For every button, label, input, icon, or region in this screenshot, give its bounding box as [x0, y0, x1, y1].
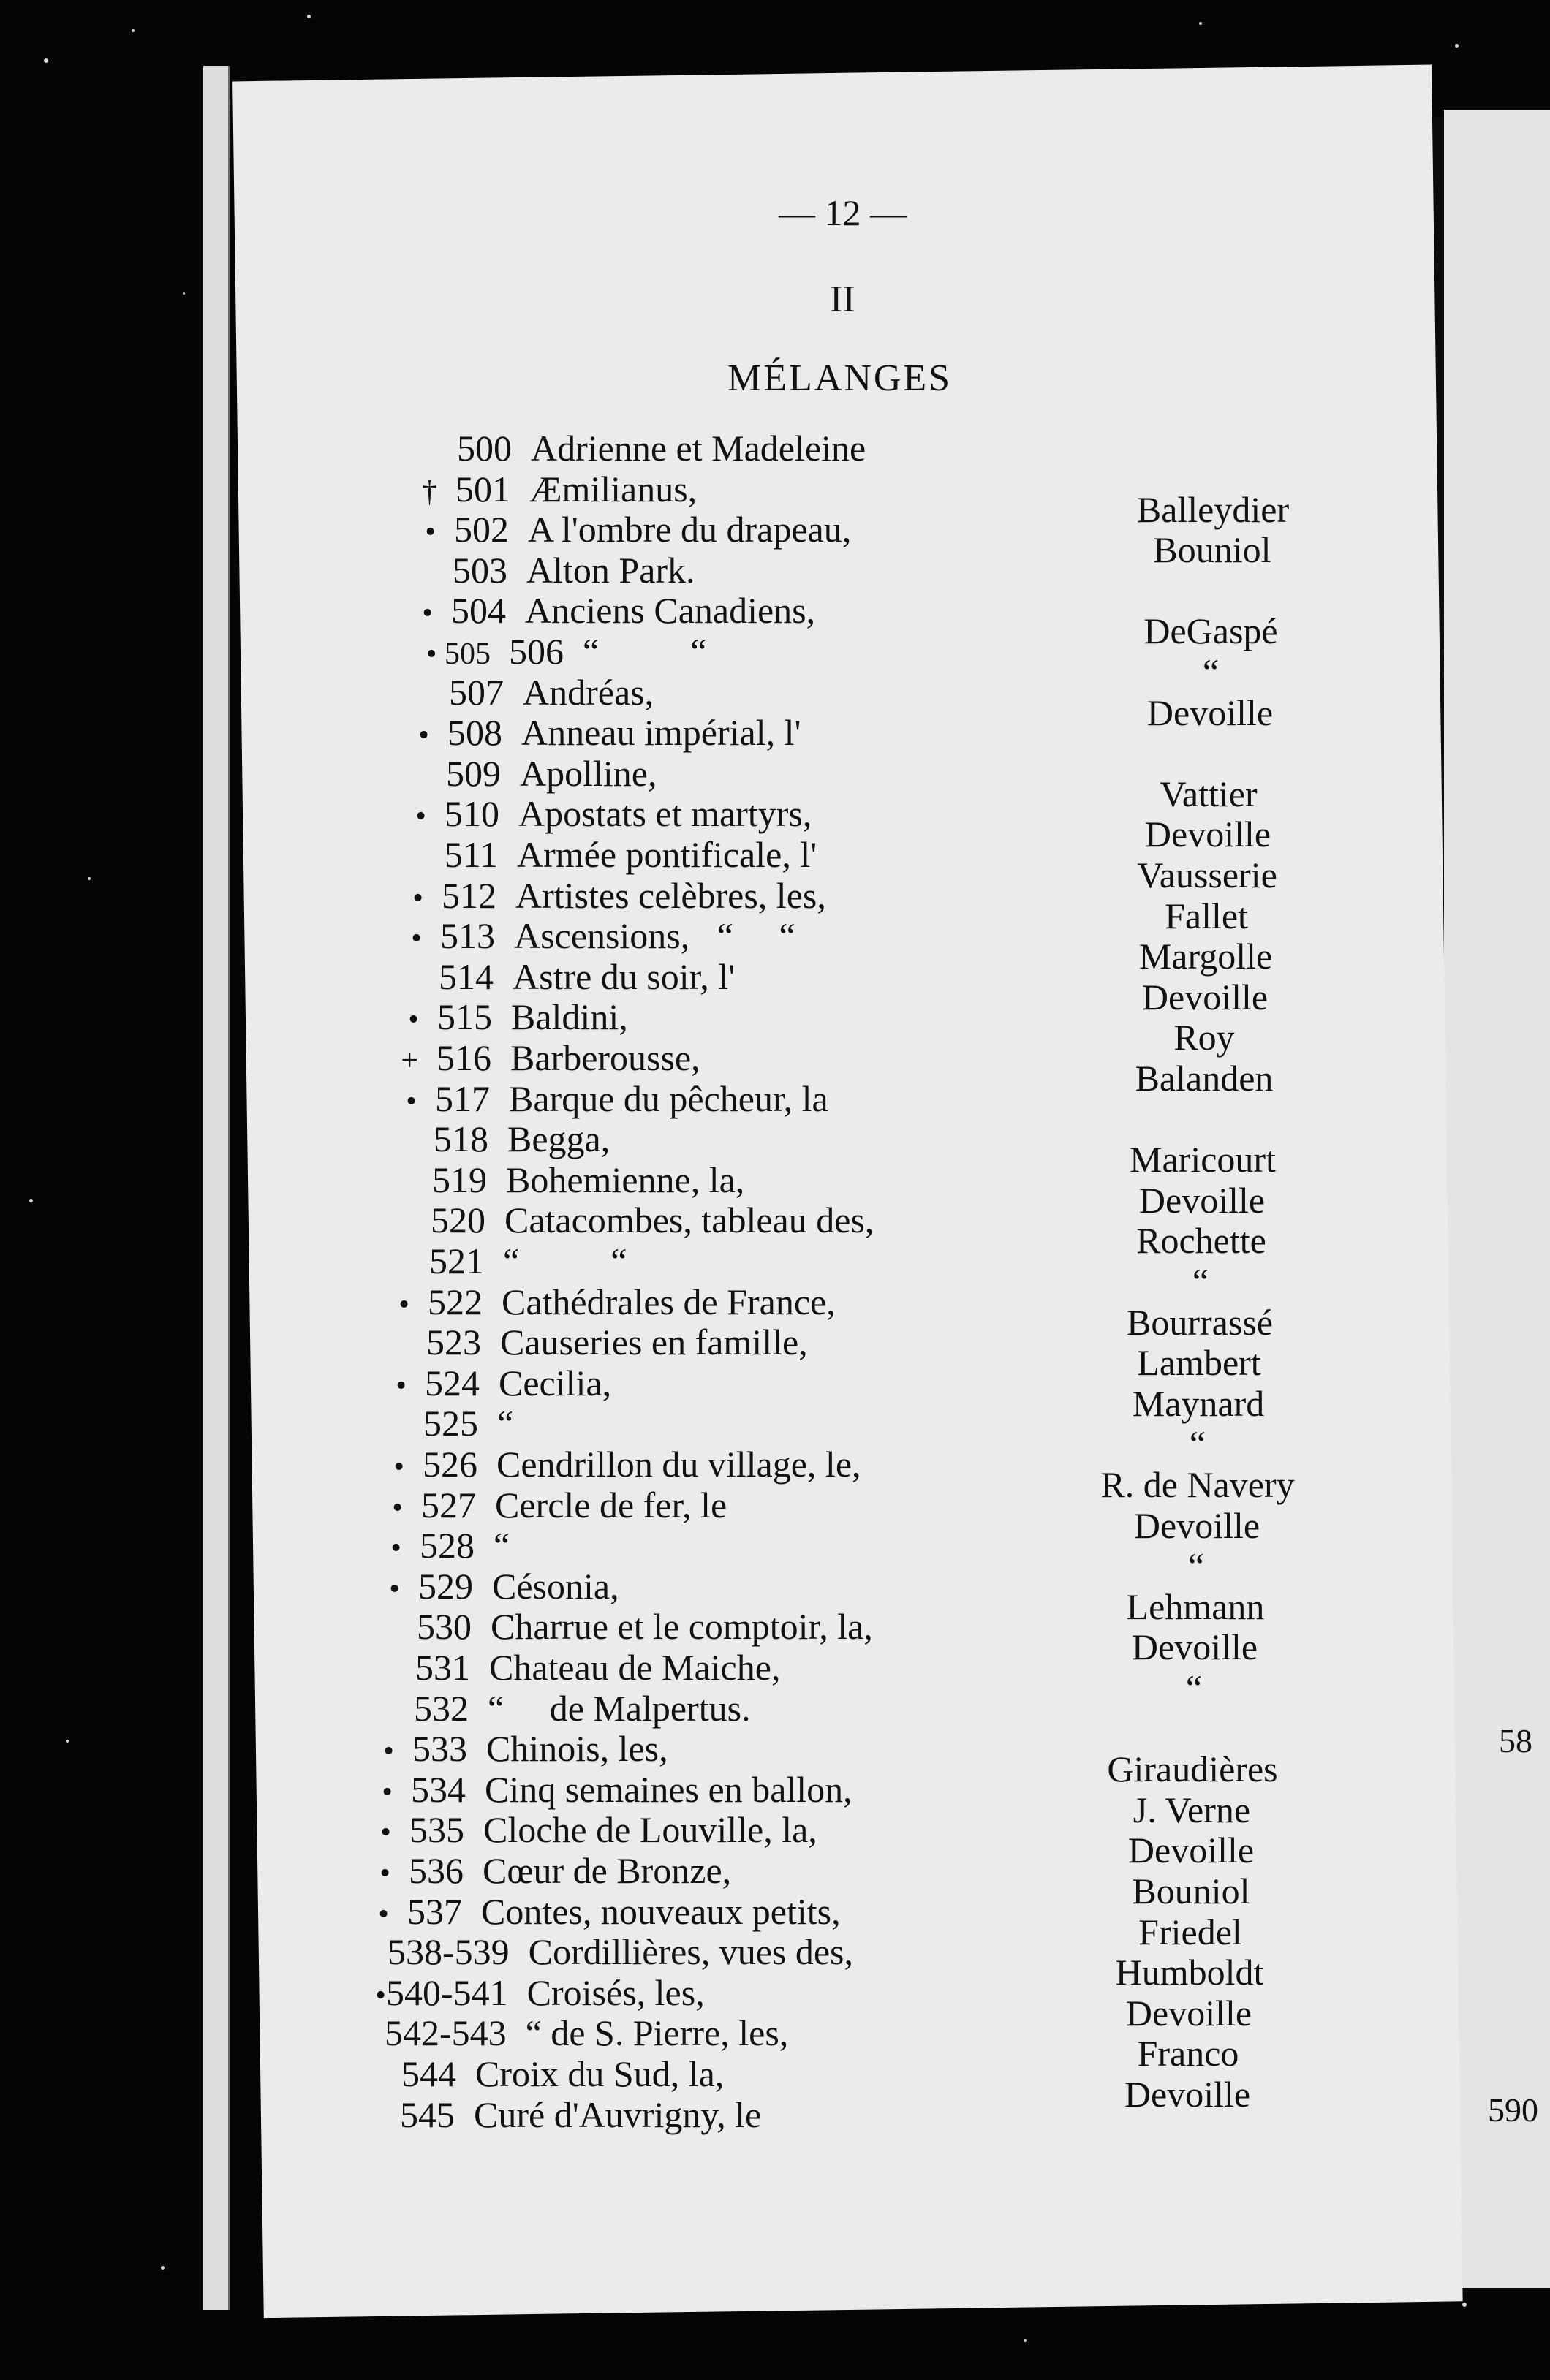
adjacent-page-fragment: 590: [1488, 2091, 1538, 2129]
entry-title: “ “: [583, 631, 707, 672]
entry-title: Cordillières, vues des,: [528, 1931, 854, 1973]
entry-title: Contes, nouveaux petits,: [481, 1890, 841, 1932]
adjacent-page: [1444, 110, 1550, 2288]
entry-title: Charrue et le comptoir, la,: [491, 1606, 873, 1648]
entry-author: Balanden: [1135, 1058, 1274, 1099]
entry-title: Chinois, les,: [486, 1728, 668, 1770]
catalog-entry: [363, 1769, 852, 1810]
entry-title: Anciens Canadiens,: [525, 590, 816, 632]
margin-mark: •: [408, 1003, 419, 1037]
entry-title: Ascensions, “ “: [514, 915, 795, 957]
margin-mark: •: [375, 1978, 386, 2012]
page-number: — 12 —: [779, 192, 907, 233]
entry-title: Cendrillon du village, le,: [496, 1444, 861, 1485]
entry-number: 536: [409, 1850, 464, 1891]
entry-number: 532: [414, 1687, 469, 1729]
entry-number: 530: [417, 1606, 472, 1648]
entry-author: Devoille: [1127, 1830, 1255, 1871]
entry-number: 500: [457, 428, 512, 469]
entry-title: Cercle de fer, le: [495, 1484, 727, 1526]
entry-title: Catacombes, tableau des,: [504, 1200, 874, 1241]
scan-speck: [29, 1199, 33, 1202]
entry-author: “: [1202, 651, 1220, 692]
entry-title: Bohemienne, la,: [506, 1159, 745, 1200]
entry-title: Astre du soir, l': [513, 955, 736, 997]
entry-title: Andréas,: [523, 671, 654, 713]
entry-title: “: [497, 1403, 514, 1444]
catalog-entry: [357, 1972, 705, 2013]
catalog-entry: [385, 1159, 744, 1200]
scan-speck: [161, 2266, 165, 2270]
catalog-entry: [361, 1850, 731, 1891]
catalog-entry: [354, 2053, 724, 2094]
catalog-entry: [379, 1322, 808, 1363]
catalog-entry: [409, 428, 866, 469]
entry-number: 542-543: [385, 2012, 507, 2054]
catalog-entry: [377, 1363, 611, 1403]
entry-author: Devoille: [1144, 814, 1271, 855]
entry-title: Césonia,: [492, 1565, 619, 1607]
entry-author: Bourrassé: [1127, 1301, 1273, 1343]
margin-mark: •: [379, 1857, 390, 1890]
entry-author: Maynard: [1132, 1382, 1265, 1424]
entry-number: 516: [436, 1037, 491, 1078]
entry-author: “: [1189, 1423, 1206, 1465]
margin-mark: •: [396, 1368, 407, 1403]
entry-number: 524: [425, 1362, 480, 1403]
entry-author: Bouniol: [1132, 1871, 1250, 1911]
entry-title: Barberousse,: [510, 1037, 700, 1078]
entry-number: 514: [439, 955, 494, 997]
margin-mark: •: [398, 1287, 409, 1322]
entry-author: Devoille: [1146, 691, 1274, 733]
entry-number: 503: [453, 549, 507, 591]
entry-author: Rochette: [1136, 1220, 1266, 1262]
catalog-entry: [397, 793, 812, 834]
catalog-entry: [380, 1281, 836, 1322]
margin-mark: •: [380, 1816, 391, 1850]
entry-author: R. de Navery: [1100, 1464, 1295, 1505]
entry-author: Devoille: [1131, 1626, 1258, 1668]
entry-number: 531: [415, 1647, 470, 1688]
entry-author: Margolle: [1138, 936, 1273, 977]
scan-speck: [44, 58, 48, 63]
entry-number: 538-539: [388, 1931, 510, 1973]
entry-author: Friedel: [1138, 1911, 1242, 1952]
catalog-entry: [398, 753, 657, 794]
entry-author: DeGaspé: [1143, 610, 1278, 652]
scan-speck: [1199, 22, 1202, 25]
margin-mark: •: [392, 1490, 403, 1525]
entry-number: 528: [420, 1525, 475, 1566]
entry-number: 517: [435, 1077, 490, 1119]
entry-number: 509: [446, 752, 501, 794]
catalog-entry: [400, 712, 801, 753]
entry-number: 520: [431, 1200, 485, 1241]
margin-mark: •: [378, 1897, 389, 1931]
entry-number: 533: [412, 1728, 467, 1770]
catalog-entry: [374, 1485, 727, 1526]
entry-title: “ de Malpertus.: [488, 1687, 751, 1729]
scan-speck: [132, 29, 135, 32]
catalog-entry: [352, 2094, 761, 2135]
entry-title: Cathédrales de France,: [502, 1281, 836, 1322]
margin-mark: •: [390, 1531, 401, 1566]
entry-title: Barque du pêcheur, la: [509, 1077, 828, 1119]
catalog-entry: [388, 1078, 828, 1119]
entry-author: Fallet: [1165, 895, 1248, 936]
entry-author: J. Verne: [1133, 1789, 1251, 1830]
entry-number: 529: [418, 1565, 473, 1607]
entry-title: “: [494, 1525, 510, 1566]
scan-speck: [66, 1740, 69, 1743]
entry-number: 513: [440, 915, 495, 957]
entry-number: 518: [434, 1118, 488, 1160]
entry-title: “ de S. Pierre, les,: [525, 2012, 789, 2054]
entry-title: Cœur de Bronze,: [483, 1850, 732, 1891]
entry-author: Devoille: [1125, 1992, 1252, 2034]
catalog-entry: [382, 1240, 627, 1281]
entry-title: Adrienne et Madeleine: [531, 428, 866, 469]
margin-mark: •: [383, 1735, 394, 1769]
entry-title: Cecilia,: [499, 1362, 612, 1403]
entry-author: Devoille: [1133, 1504, 1260, 1546]
entry-title: Chateau de Maiche,: [489, 1647, 781, 1688]
section-title: MÉLANGES: [727, 357, 953, 399]
catalog-entry: [404, 590, 815, 631]
entry-author: Devoille: [1138, 1179, 1266, 1221]
catalog-entry: [401, 672, 654, 713]
catalog-entry: [408, 469, 697, 509]
entry-author: Bouniol: [1153, 529, 1271, 571]
entry-title: Æmilianus,: [529, 468, 698, 509]
entry-author: Franco: [1137, 2033, 1239, 2074]
entry-number: 507: [449, 671, 504, 713]
entry-title: Curé d'Auvrigny, le: [474, 2093, 762, 2135]
catalog-entry: [365, 1728, 668, 1769]
entry-author: Vattier: [1160, 773, 1258, 814]
margin-mark: •: [425, 515, 436, 550]
margin-mark: +: [401, 1044, 418, 1077]
scan-speck: [1024, 2339, 1027, 2342]
entry-author: Lehmann: [1126, 1585, 1265, 1627]
entry-number: 519: [432, 1159, 487, 1200]
entry-author: Devoille: [1141, 976, 1269, 1017]
catalog-entry: [383, 1200, 874, 1240]
entry-number: 527: [421, 1484, 476, 1526]
page-binding-edge: [203, 66, 230, 2310]
margin-mark: •: [411, 922, 422, 956]
entry-number: 506: [509, 631, 564, 672]
entry-number: 508: [447, 712, 502, 754]
scan-speck: [1455, 44, 1459, 48]
entry-number: 522: [428, 1281, 483, 1322]
entry-number: 511: [444, 834, 498, 875]
catalog-entry: [360, 1891, 841, 1932]
entry-author: Humboldt: [1115, 1952, 1264, 1993]
entry-title: Cloche de Louville, la,: [483, 1809, 817, 1851]
entry-author: Roy: [1173, 1017, 1235, 1058]
margin-mark: •: [406, 1084, 417, 1118]
catalog-entry: [391, 956, 735, 997]
entry-title: Apolline,: [520, 752, 657, 794]
catalog-entry: [366, 1688, 751, 1729]
entry-title: A l'ombre du drapeau,: [528, 509, 852, 550]
catalog-entry: [390, 996, 628, 1037]
scan-speck: [183, 292, 185, 295]
entry-number: 526: [423, 1444, 477, 1485]
entry-title: Begga,: [507, 1118, 610, 1160]
entry-number: 523: [426, 1322, 481, 1363]
entry-author: Lambert: [1137, 1342, 1261, 1384]
margin-mark: •: [422, 596, 433, 631]
scan-speck: [307, 15, 311, 18]
entry-author: Vausserie: [1137, 854, 1277, 895]
scan-speck: [1462, 2303, 1467, 2307]
entry-author: Maricourt: [1130, 1139, 1276, 1180]
catalog-entry: [372, 1525, 510, 1566]
catalog-entry: [371, 1566, 619, 1607]
entry-author: “: [1192, 1261, 1209, 1302]
entry-number: 501: [455, 468, 510, 509]
entry-number: 512: [442, 874, 496, 916]
entry-number: 544: [401, 2053, 456, 2094]
entry-number: 537: [407, 1890, 462, 1932]
catalog-entry: [393, 915, 795, 956]
entry-title: Croisés, les,: [526, 1971, 705, 2013]
entry-author: “: [1187, 1545, 1205, 1587]
entry-author: “: [1185, 1667, 1203, 1708]
entry-author: Devoille: [1124, 2074, 1251, 2115]
section-number: II: [830, 278, 855, 320]
entry-title: Armée pontificale, l': [517, 834, 817, 875]
catalog-entry: [355, 2012, 788, 2053]
entry-number: 535: [409, 1809, 464, 1851]
catalog-entry: [369, 1606, 873, 1647]
entry-number: 534: [411, 1768, 466, 1810]
entry-title: Apostats et martyrs,: [518, 793, 812, 835]
entry-number: 515: [437, 996, 492, 1038]
margin-mark: •: [418, 719, 429, 753]
scan-speck: [88, 877, 91, 880]
catalog-entry: [394, 875, 826, 916]
entry-title: Artistes celèbres, les,: [515, 874, 826, 916]
catalog-entry: [376, 1403, 513, 1444]
entry-title: Anneau impérial, l': [521, 712, 801, 754]
entry-number: 521: [429, 1240, 484, 1281]
margin-mark: •: [412, 881, 423, 915]
entry-number: 525: [423, 1403, 478, 1444]
entry-title: Croix du Sud, la,: [475, 2053, 725, 2094]
catalog-entry: [358, 1931, 853, 1972]
entry-title: “ “: [503, 1240, 627, 1281]
catalog-entry: [375, 1444, 861, 1485]
adjacent-page-fragment: 58: [1499, 1722, 1532, 1759]
margin-mark: • 505: [426, 637, 491, 671]
entry-title: Causeries en famille,: [500, 1322, 808, 1363]
catalog-entry: [386, 1118, 610, 1159]
catalog-entry: [362, 1809, 817, 1850]
catalog-entry: [368, 1647, 780, 1688]
entry-author: Giraudières: [1107, 1748, 1278, 1790]
entry-number: 504: [451, 590, 506, 632]
catalog-entry: [389, 1037, 700, 1078]
margin-mark: •: [382, 1775, 393, 1809]
margin-mark: •: [393, 1450, 404, 1484]
entry-title: Alton Park.: [526, 549, 695, 591]
catalog-entry: [407, 509, 851, 550]
catalog-entry: [396, 834, 817, 875]
entry-title: Baldini,: [511, 996, 628, 1038]
entry-title: Cinq semaines en ballon,: [485, 1768, 852, 1810]
entry-number: 545: [400, 2093, 455, 2135]
entry-author: Balleydier: [1136, 488, 1290, 530]
entry-number: 540-541: [386, 1971, 508, 2013]
catalog-entry: [403, 631, 706, 672]
entry-number: 502: [454, 509, 509, 550]
margin-mark: †: [422, 474, 437, 509]
catalog-entry: [405, 550, 695, 591]
margin-mark: •: [415, 800, 426, 834]
margin-mark: •: [389, 1572, 400, 1606]
entry-number: 510: [445, 793, 499, 835]
